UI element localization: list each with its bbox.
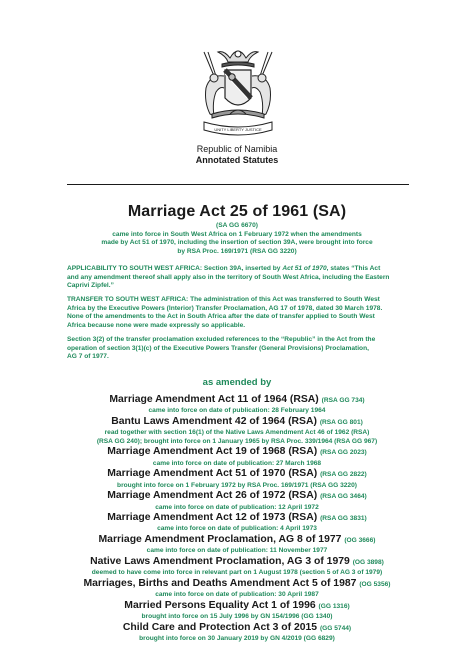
amendment-commencement: came into force on date of publication: 4 April 1973: [157, 525, 317, 533]
amendment-name: Marriage Amendment Act 51 of 1970 (RSA): [107, 468, 321, 480]
amendment-name: Marriage Amendment Act 11 of 1964 (RSA): [109, 394, 322, 405]
gazette-reference: (GG 5744): [319, 624, 352, 632]
gazette-reference: (RSA GG 3464): [320, 493, 367, 501]
amendment-commencement: came into force on date of publication: 12 April 1972: [155, 503, 319, 511]
amendment-commencement: came into force on date of publication: 28 February 1964: [148, 407, 326, 415]
gazette-reference: (OG 3898): [352, 558, 384, 566]
statute-header: [0, 144, 474, 166]
page-title: Marriage Act 25 of 1961 (SA): [127, 203, 347, 220]
gazette-reference: (RSA GG 3831): [320, 515, 367, 523]
applicability-line: Caprivi Zipfel.”: [67, 282, 114, 290]
amendment-name: Marriages, Births and Deaths Amendment Act 5 of 1987: [83, 577, 360, 589]
amendment-list: [0, 394, 474, 643]
amendment-commencement: came into force on date of publication: 27 March 1968: [152, 459, 322, 467]
gazette-reference: (RSA GG 2023): [320, 449, 367, 457]
transfer-line: TRANSFER TO SOUTH WEST AFRICA: The administration of this Act was transferred to South West: [67, 296, 380, 303]
gazette-reference: (RSA GG 801): [319, 418, 363, 426]
amendment-title: [0, 490, 474, 503]
amendment-title: [0, 534, 474, 547]
amendment-name: Marriage Amendment Act 26 of 1972 (RSA): [107, 490, 321, 502]
amended-heading: as amended by: [202, 377, 272, 388]
amendment-commencement: brought into force on 15 July 1996 by GN 154/1996 (GG 1340): [141, 613, 333, 621]
amendment-commencement: came into force on date of publication: 30 April 1987: [155, 591, 319, 599]
amendment-commencement: deemed to have come into force in relevant part on 1 August 1978 (section 5 of AG 3 of 1979): [91, 569, 383, 577]
collection-name: Annotated Statutes: [195, 155, 279, 165]
amendment-commencement: (RSA GG 240); brought into force on 1 January 1965 by RSA Proc. 339/1964 (RSA GG 967): [96, 437, 378, 445]
amendment-commencement: came into force on date of publication: 11 November 1977: [146, 547, 328, 555]
amendment-title: [0, 578, 474, 591]
amendment-title: [0, 622, 474, 635]
section3-paragraph: [67, 336, 409, 362]
applicability-line: APPLICABILITY TO SOUTH WEST AFRICA: Section 39A, inserted by Act 51 of 1970, states “This Act: [67, 265, 381, 272]
intro-block: [0, 222, 474, 256]
namibia-coat-of-arms-icon: [192, 40, 284, 140]
applicability-paragraph: [67, 265, 409, 291]
intro-line: made by Act 51 of 1970, including the insertion of section 39A, were brought into force: [101, 239, 373, 246]
transfer-paragraph: [67, 296, 409, 331]
gazette-reference: (OG 5356): [359, 580, 391, 588]
amendment-name: Bantu Laws Amendment 42 of 1964 (RSA): [111, 415, 320, 427]
section3-line: Section 3(2) of the transfer proclamation excluded references to the “Republic” in the Act from the: [67, 336, 376, 343]
amendment-commencement: brought into force on 30 January 2019 by GN 4/2019 (GG 6829): [139, 634, 335, 642]
header-divider: [67, 184, 409, 185]
section3-line: operation of section 3(1)(c) of the Executive Powers Transfer (General Provisions) Proclamation,: [67, 344, 369, 352]
amendment-title: [0, 512, 474, 525]
intro-line: (SA GG 6670): [216, 222, 258, 229]
amendment-title: [0, 556, 474, 569]
section3-line: AG 7 of 1977.: [67, 353, 109, 361]
amendment-name: Marriage Amendment Act 19 of 1968 (RSA): [107, 446, 321, 458]
gazette-reference: (RSA GG 734): [321, 397, 365, 404]
country-name: Republic of Namibia: [196, 144, 278, 154]
amendment-name: Marriage Amendment Act 12 of 1973 (RSA): [107, 512, 321, 524]
gazette-reference: (GG 1316): [318, 602, 350, 610]
amendment-title: [0, 600, 474, 613]
amendment-commencement: brought into force on 1 February 1972 by RSA Proc. 169/1971 (RSA GG 3220): [117, 481, 357, 489]
amendment-title: [0, 446, 474, 459]
svg-text:UNITY LIBERTY JUSTICE: UNITY LIBERTY JUSTICE: [214, 127, 262, 132]
transfer-line: None of the amendments to the Act in South Africa after the date of transfer applied to South West: [67, 313, 375, 321]
amendment-name: Child Care and Protection Act 3 of 2015: [122, 621, 320, 633]
amendment-commencement: read together with section 16(1) of the Native Laws Amendment Act 46 of 1962 (RSA): [104, 429, 370, 437]
amendment-name: Married Persons Equality Act 1 of 1996: [124, 599, 319, 611]
intro-line: came into force in South West Africa on 1 February 1972 when the amendments: [112, 230, 362, 238]
amendment-title: [0, 468, 474, 481]
amendment-title: [0, 394, 474, 407]
amendment-name: Marriage Amendment Proclamation, AG 8 of 1977: [98, 533, 345, 545]
intro-line: by RSA Proc. 169/1971 (RSA GG 3220): [177, 247, 297, 255]
applicability-line: and any amendment thereof shall apply also in the territory of South West Africa, including the Eastern: [67, 273, 390, 281]
gazette-reference: (RSA GG 2822): [320, 471, 367, 479]
amendment-title: [0, 416, 474, 429]
gazette-reference: (OG 3666): [344, 536, 376, 544]
amendment-name: Native Laws Amendment Proclamation, AG 3 of 1979: [90, 555, 353, 567]
transfer-line: Africa by the Executive Powers (Interior) Transfer Proclamation, AG 17 of 1978, dated 30 March 1978.: [67, 304, 383, 312]
transfer-line: Africa because none were made expressly so applicable.: [67, 322, 246, 330]
